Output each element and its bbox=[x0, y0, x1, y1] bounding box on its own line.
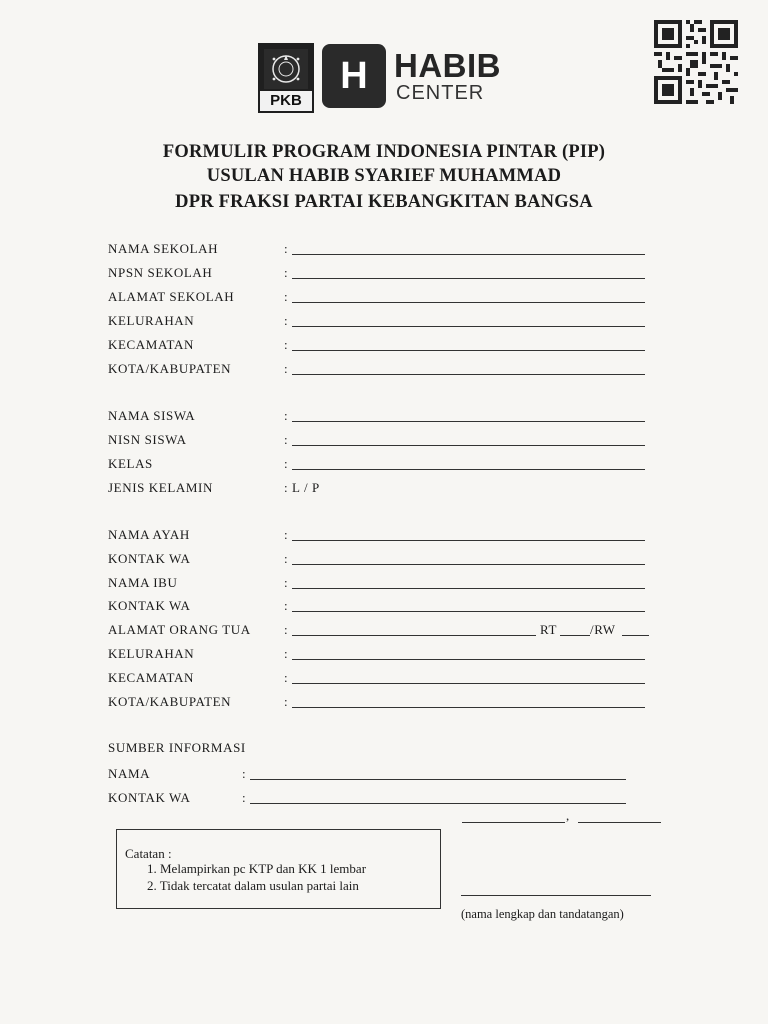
form-title-line-2: USULAN HABIB SYARIEF MUHAMMAD bbox=[206, 166, 562, 186]
place-input-line[interactable] bbox=[462, 822, 565, 823]
field-input-line[interactable] bbox=[292, 445, 645, 446]
notes-item: 2. Tidak tercatat dalam usulan partai lain bbox=[147, 878, 359, 893]
field-colon: : bbox=[284, 241, 289, 256]
field-colon: : bbox=[284, 265, 289, 280]
notes-box bbox=[116, 829, 441, 909]
field-colon: : bbox=[284, 622, 289, 637]
field-label: JENIS KELAMIN bbox=[108, 480, 213, 495]
field-label: KOTA/KABUPATEN bbox=[108, 694, 232, 709]
field-colon: : bbox=[284, 456, 289, 471]
field-colon: : bbox=[284, 408, 289, 423]
info-section-heading bbox=[108, 740, 408, 760]
field-colon: : bbox=[284, 289, 289, 304]
field-input-line[interactable] bbox=[292, 350, 645, 351]
field-row-nama-siswa bbox=[108, 408, 648, 428]
signature-caption: (nama lengkap dan tandatangan) bbox=[461, 907, 624, 921]
date-separator: , bbox=[566, 808, 570, 823]
field-row-jenis-kelamin bbox=[108, 480, 648, 500]
field-input-line[interactable] bbox=[292, 540, 645, 541]
field-colon: : bbox=[284, 551, 289, 566]
field-row-kelurahan-ortu bbox=[108, 646, 648, 666]
field-input-line[interactable] bbox=[292, 278, 645, 279]
field-input-line[interactable] bbox=[250, 779, 626, 780]
habib-initial: H bbox=[340, 55, 368, 97]
field-input-line[interactable] bbox=[292, 374, 645, 375]
field-row-nisn-siswa bbox=[108, 432, 648, 452]
field-input-line[interactable] bbox=[292, 564, 645, 565]
gender-options[interactable]: : L / P bbox=[284, 480, 320, 495]
field-colon: : bbox=[284, 598, 289, 613]
field-label: KELAS bbox=[108, 456, 153, 471]
field-row-kecamatan-ortu bbox=[108, 670, 648, 690]
field-label: KOTA/KABUPATEN bbox=[108, 361, 232, 376]
form-title-line-1: FORMULIR PROGRAM INDONESIA PINTAR (PIP) bbox=[162, 142, 606, 162]
field-row-npsn-sekolah bbox=[108, 265, 648, 285]
field-row-kontak-wa-ibu bbox=[108, 598, 648, 618]
field-colon: : bbox=[284, 527, 289, 542]
field-colon: : bbox=[284, 575, 289, 590]
field-label: KELURAHAN bbox=[108, 646, 195, 661]
rw-input-line[interactable] bbox=[622, 635, 649, 636]
field-row-nama-ibu bbox=[108, 575, 648, 595]
field-input-line[interactable] bbox=[292, 469, 645, 470]
section-heading: SUMBER INFORMASI bbox=[108, 740, 246, 755]
field-label: NAMA SISWA bbox=[108, 408, 196, 423]
pkb-emblem-icon bbox=[264, 49, 308, 89]
brand-sub: CENTER bbox=[396, 82, 485, 104]
field-row-kota-ortu bbox=[108, 694, 648, 714]
field-input-line[interactable] bbox=[292, 421, 645, 422]
field-row-alamat-orang-tua bbox=[108, 622, 653, 642]
field-row-kelas bbox=[108, 456, 648, 476]
field-label: KONTAK WA bbox=[108, 790, 191, 805]
field-label: NAMA bbox=[108, 766, 151, 781]
field-row-info-nama bbox=[108, 766, 628, 786]
date-input-line[interactable] bbox=[578, 822, 661, 823]
field-colon: : bbox=[284, 646, 289, 661]
field-label: ALAMAT ORANG TUA bbox=[108, 622, 251, 637]
field-colon: : bbox=[284, 694, 289, 709]
signature-line[interactable] bbox=[461, 895, 651, 896]
brand-name: HABIB bbox=[394, 47, 501, 84]
field-label: ALAMAT SEKOLAH bbox=[108, 289, 235, 304]
field-input-line[interactable] bbox=[292, 611, 645, 612]
field-colon: : bbox=[284, 361, 289, 376]
rt-input-line[interactable] bbox=[560, 635, 590, 636]
field-colon: : bbox=[242, 766, 247, 781]
field-input-line[interactable] bbox=[292, 707, 645, 708]
field-label: KECAMATAN bbox=[108, 670, 194, 685]
field-colon: : bbox=[242, 790, 247, 805]
field-label: NAMA AYAH bbox=[108, 527, 190, 542]
form-title-line-3: DPR FRAKSI PARTAI KEBANGKITAN BANGSA bbox=[175, 192, 593, 212]
field-row-info-kontak-wa bbox=[108, 790, 628, 810]
field-label: NAMA SEKOLAH bbox=[108, 241, 219, 256]
qr-code-icon bbox=[654, 20, 738, 104]
rw-label: /RW bbox=[590, 622, 616, 637]
rt-label: RT bbox=[540, 622, 558, 637]
field-label: NISN SISWA bbox=[108, 432, 187, 447]
field-colon: : bbox=[284, 337, 289, 352]
field-row-nama-sekolah bbox=[108, 241, 648, 261]
field-row-nama-ayah bbox=[108, 527, 648, 547]
field-colon: : bbox=[284, 313, 289, 328]
habib-center-logo-mark bbox=[322, 44, 386, 108]
field-input-line[interactable] bbox=[292, 254, 645, 255]
field-label: NPSN SEKOLAH bbox=[108, 265, 213, 280]
field-input-line[interactable] bbox=[292, 683, 645, 684]
field-row-kelurahan-sekolah bbox=[108, 313, 648, 333]
field-label: KELURAHAN bbox=[108, 313, 195, 328]
field-input-line[interactable] bbox=[292, 326, 645, 327]
pkb-logo-text: PKB bbox=[260, 91, 312, 111]
field-row-alamat-sekolah bbox=[108, 289, 648, 309]
field-colon: : bbox=[284, 432, 289, 447]
notes-item: 1. Melampirkan pc KTP dan KK 1 lembar bbox=[147, 861, 367, 876]
field-row-kontak-wa-ayah bbox=[108, 551, 648, 571]
notes-title: Catatan : bbox=[125, 846, 172, 861]
field-input-line[interactable] bbox=[292, 302, 645, 303]
field-input-line[interactable] bbox=[292, 635, 536, 636]
field-input-line[interactable] bbox=[292, 588, 645, 589]
field-input-line[interactable] bbox=[292, 659, 645, 660]
field-colon: : bbox=[284, 670, 289, 685]
field-label: KONTAK WA bbox=[108, 598, 191, 613]
field-label: KONTAK WA bbox=[108, 551, 191, 566]
field-input-line[interactable] bbox=[250, 803, 626, 804]
field-row-kota-sekolah bbox=[108, 361, 648, 381]
field-row-kecamatan-sekolah bbox=[108, 337, 648, 357]
pkb-logo bbox=[258, 43, 314, 113]
field-label: NAMA IBU bbox=[108, 575, 178, 590]
field-label: KECAMATAN bbox=[108, 337, 194, 352]
